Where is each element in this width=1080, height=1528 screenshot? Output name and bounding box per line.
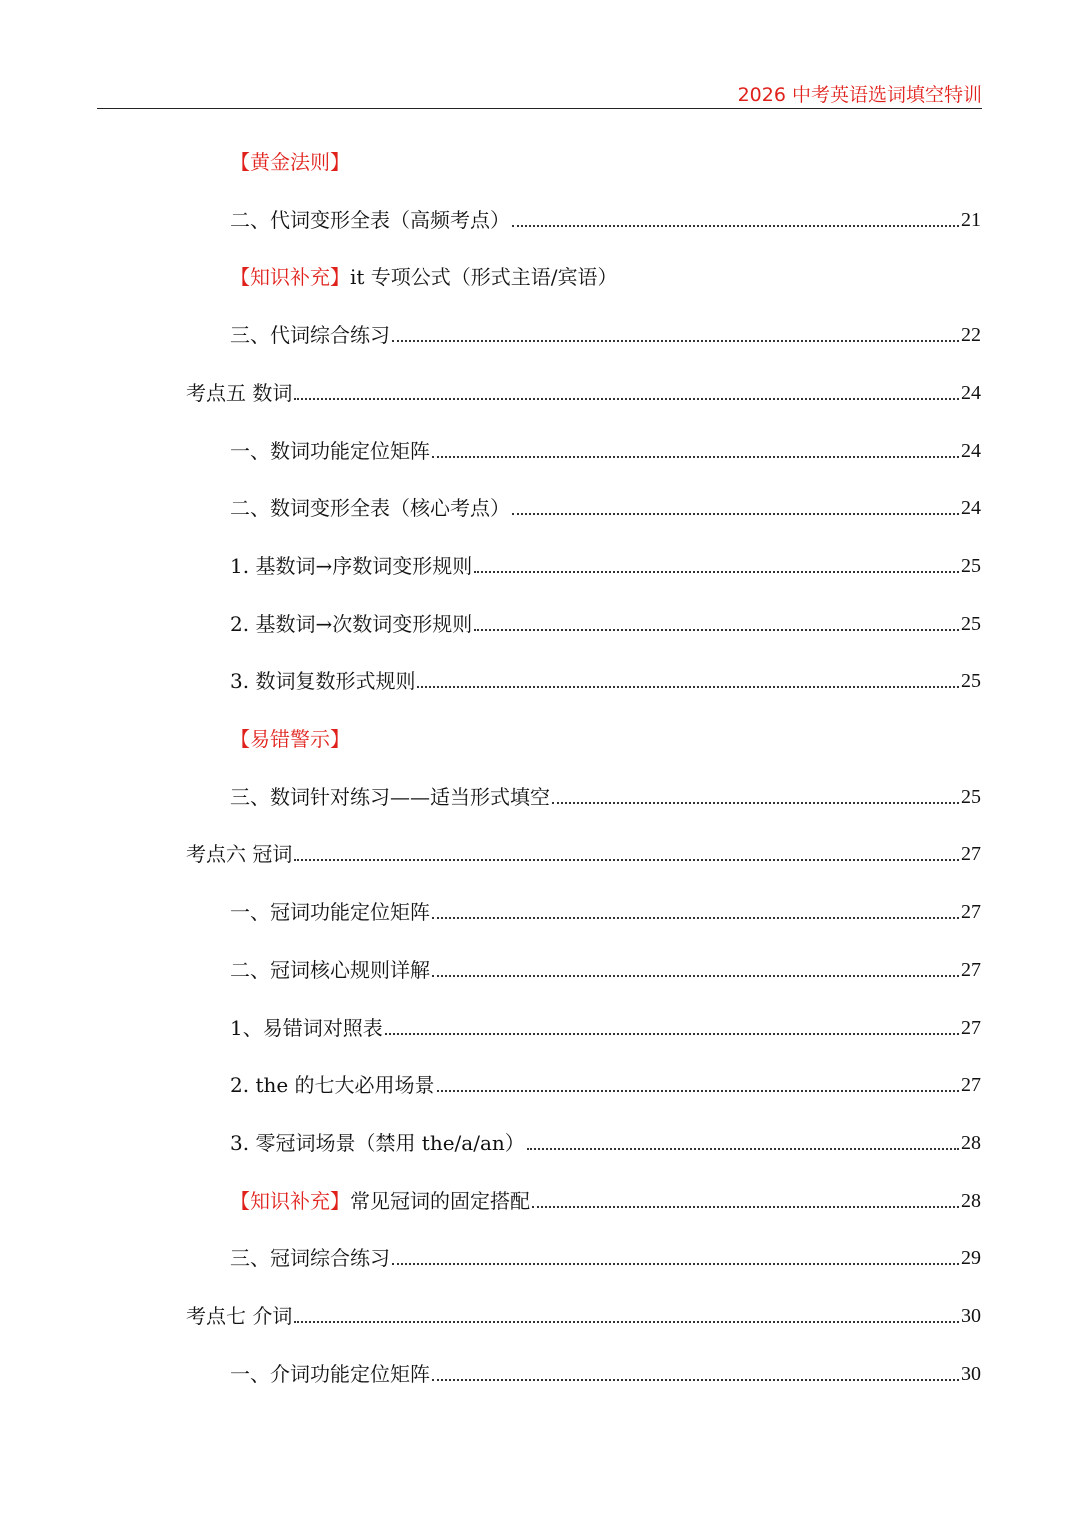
- toc-entry[interactable]: [230, 544, 981, 580]
- toc-leader-dots: [474, 628, 959, 631]
- toc-page-number: 25: [961, 670, 981, 693]
- toc-entry-label: [230, 783, 550, 811]
- toc-entry[interactable]: [186, 832, 981, 868]
- toc-leader-dots: [294, 397, 959, 400]
- toc-entry[interactable]: [230, 659, 981, 695]
- toc-leader-dots: [437, 1089, 959, 1092]
- toc-page-number: 24: [961, 497, 981, 520]
- toc-entry-label: [230, 1244, 390, 1272]
- toc-page-number: 27: [961, 1074, 981, 1097]
- toc-entry[interactable]: [230, 1063, 981, 1099]
- toc-leader-dots: [432, 916, 959, 919]
- toc-entry[interactable]: [230, 486, 981, 522]
- toc-entry[interactable]: [230, 948, 981, 984]
- toc-page-number: 27: [961, 843, 981, 866]
- toc-leader-dots: [294, 1320, 959, 1323]
- toc-entry-label: [230, 1129, 525, 1157]
- toc-entry-text: 3. 零冠词场景（禁用 the/a/an）: [230, 1130, 525, 1155]
- toc-entry-label: [230, 610, 472, 638]
- toc-entry[interactable]: [230, 1236, 981, 1272]
- toc-entry-text: 2. the 的七大必用场景: [230, 1073, 435, 1098]
- toc-leader-dots: [512, 224, 959, 227]
- toc-entry-label: [230, 437, 430, 465]
- toc-entry[interactable]: [230, 313, 981, 349]
- page-header: [97, 78, 982, 109]
- toc-entry-text: 考点六 冠词: [186, 842, 293, 867]
- toc-entry-label: [230, 898, 430, 926]
- toc-leader-dots: [417, 685, 959, 688]
- toc-entry-text: 一、冠词功能定位矩阵: [230, 900, 430, 925]
- toc-entry-label: [230, 148, 350, 176]
- toc-entry-label: [230, 725, 350, 753]
- toc-page-number: 25: [961, 785, 981, 808]
- toc-entry-label: [230, 206, 510, 234]
- toc-leader-dots: [474, 570, 959, 573]
- toc-page-number: 25: [961, 554, 981, 577]
- toc-entry-text: 二、数词变形全表（核心考点）: [230, 496, 510, 521]
- toc-entry-text: 考点七 介词: [186, 1304, 293, 1328]
- toc-entry-text: 二、代词变形全表（高频考点）: [230, 207, 510, 232]
- toc-entry-label: [230, 1187, 530, 1215]
- toc-page-number: 28: [961, 1189, 981, 1212]
- toc-entry[interactable]: [230, 1352, 981, 1388]
- toc-entry[interactable]: [230, 1121, 981, 1157]
- toc-entry[interactable]: [230, 717, 350, 753]
- toc-leader-dots: [432, 455, 959, 458]
- toc-page-number: 29: [961, 1247, 981, 1270]
- toc-entry-label: [230, 667, 415, 695]
- toc-entry-text: 考点五 数词: [186, 380, 293, 405]
- toc-entry-label: [186, 379, 292, 407]
- toc-leader-dots: [392, 339, 959, 342]
- toc-entry-text: 2. 基数词→次数词变形规则: [230, 611, 473, 636]
- toc-entry[interactable]: [230, 140, 350, 176]
- toc-entry-label: [186, 1302, 292, 1330]
- toc-entry-tag: 【知识补充】: [230, 265, 350, 290]
- toc-entry[interactable]: [230, 602, 981, 638]
- toc-leader-dots: [294, 858, 959, 861]
- toc-entry-text: 三、代词综合练习: [230, 323, 390, 348]
- toc-page-number: 24: [961, 381, 981, 404]
- toc-entry-label: [230, 494, 510, 522]
- toc-entry-text: 一、数词功能定位矩阵: [230, 438, 430, 463]
- toc-leader-dots: [512, 512, 959, 515]
- toc-entry-label: [230, 1071, 435, 1099]
- toc-leader-dots: [432, 974, 959, 977]
- toc-entry-text: 常见冠词的固定搭配: [350, 1188, 530, 1213]
- toc-entry-text: it 专项公式（形式主语/宾语）: [350, 265, 618, 290]
- toc-entry[interactable]: [230, 198, 981, 234]
- toc-leader-dots: [552, 801, 959, 804]
- toc-entry-text: 1. 基数词→序数词变形规则: [230, 553, 473, 578]
- toc-page-number: 27: [961, 1016, 981, 1039]
- toc-entry-text: 三、数词针对练习——适当形式填空: [230, 784, 550, 809]
- toc-entry-label: [230, 552, 472, 580]
- toc-entry-text: 3. 数词复数形式规则: [230, 669, 416, 694]
- toc-page-number: 30: [961, 1362, 981, 1385]
- toc-entry-text: 二、冠词核心规则详解: [230, 957, 430, 982]
- toc-entry-label: [230, 1014, 383, 1042]
- toc-page-number: 24: [961, 439, 981, 462]
- toc-page-number: 30: [961, 1305, 981, 1327]
- toc-entry-text: 三、冠词综合练习: [230, 1246, 390, 1271]
- toc-page-number: 21: [961, 208, 981, 231]
- toc-entry-label: [230, 263, 618, 291]
- toc-entry[interactable]: [186, 371, 981, 407]
- toc-page-number: 22: [961, 324, 981, 347]
- toc-page-number: 25: [961, 612, 981, 635]
- toc-entry-label: [230, 1360, 430, 1388]
- toc-page-number: 28: [961, 1131, 981, 1154]
- toc-entry-label: [230, 321, 390, 349]
- toc-entry-tag: 【知识补充】: [230, 1188, 350, 1213]
- toc-entry-text: 1、易错词对照表: [230, 1015, 383, 1040]
- toc-entry-tag: 【黄金法则】: [230, 150, 350, 174]
- toc-leader-dots: [527, 1147, 959, 1150]
- toc-entry[interactable]: [230, 255, 618, 291]
- toc-leader-dots: [385, 1032, 959, 1035]
- toc-page-number: 27: [961, 958, 981, 981]
- toc-entry[interactable]: [230, 1006, 981, 1042]
- toc-entry-label: [186, 840, 292, 868]
- toc-entry-label: [230, 956, 430, 984]
- toc-entry[interactable]: [230, 429, 981, 465]
- toc-entry[interactable]: [230, 890, 981, 926]
- toc-entry[interactable]: [230, 1179, 981, 1215]
- toc-entry[interactable]: [230, 775, 981, 811]
- toc-entry-tag: 【易错警示】: [230, 727, 350, 751]
- toc-leader-dots: [532, 1205, 959, 1208]
- header-title: 2026 中考英语选词填空特训: [737, 84, 982, 106]
- toc-leader-dots: [432, 1378, 959, 1381]
- toc-entry-text: 一、介词功能定位矩阵: [230, 1361, 430, 1386]
- toc-leader-dots: [392, 1262, 959, 1265]
- toc-entry[interactable]: [186, 1294, 981, 1330]
- toc-page-number: 27: [961, 901, 981, 924]
